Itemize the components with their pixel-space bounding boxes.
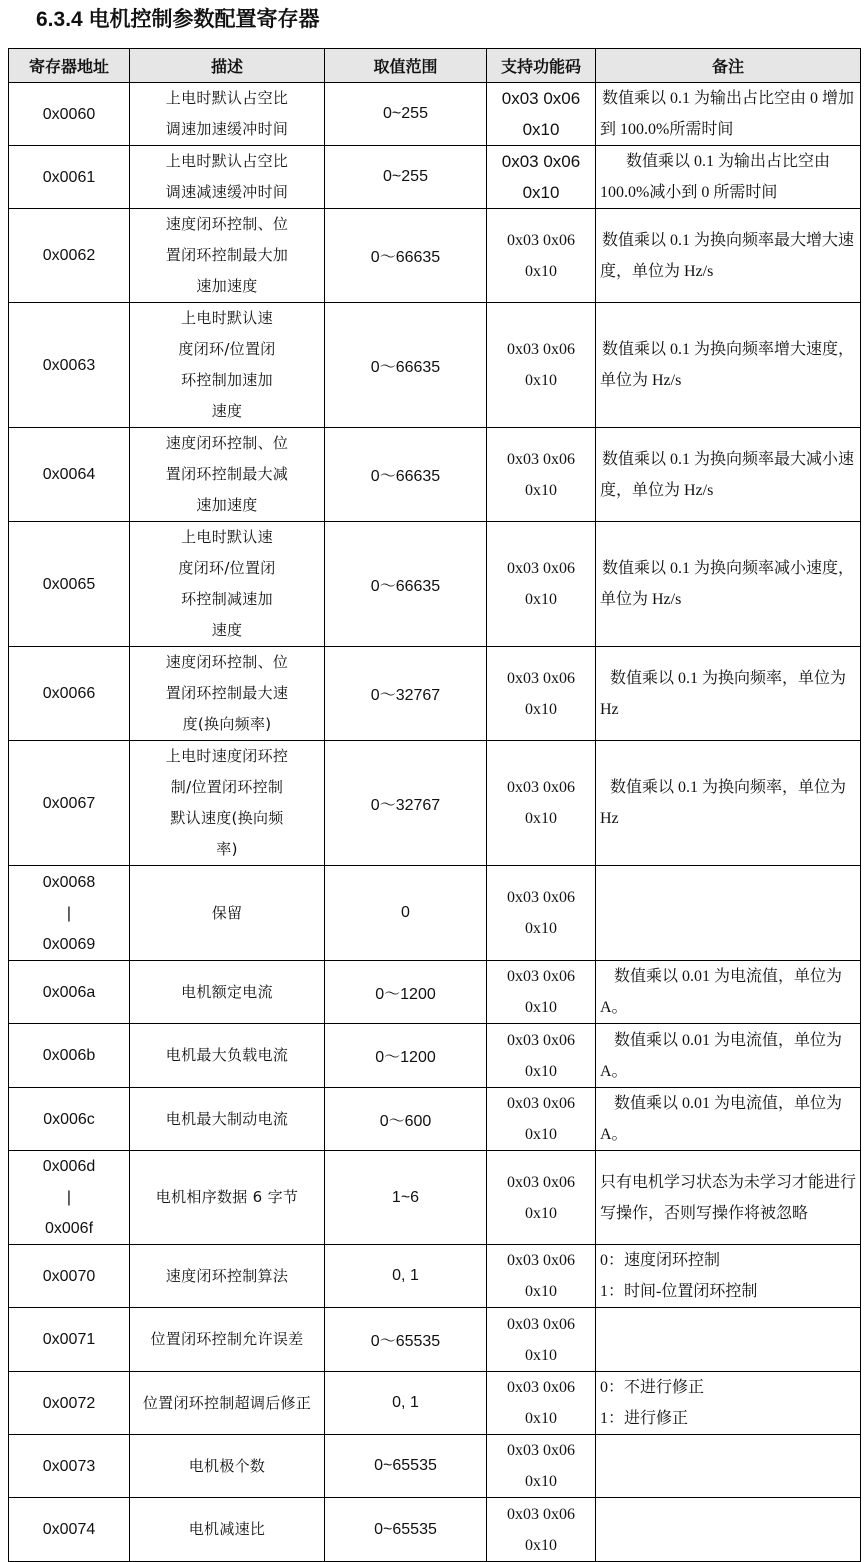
note-cell	[596, 647, 861, 741]
value-range-cell: 0～1200	[325, 961, 487, 1024]
note-cell	[596, 209, 861, 303]
table-row	[9, 83, 861, 146]
function-code-line: 0x10	[525, 700, 557, 718]
register-address-cell	[9, 146, 130, 209]
description-cell: 电机减速比	[130, 1498, 325, 1562]
register-address-cell	[9, 522, 130, 647]
note-line: 数值乘以 0.1 为换向频率，单位为 Hz	[600, 669, 846, 718]
note-cell	[596, 522, 861, 647]
register-address: 0x0070	[42, 1267, 96, 1285]
function-code-line: 0x10	[525, 372, 557, 389]
value-range-cell: 0~65535	[325, 1498, 487, 1562]
function-codes-cell	[487, 1372, 596, 1435]
description-cell: 电机最大负载电流	[130, 1024, 325, 1088]
value-range-cell: 0, 1	[325, 1245, 487, 1308]
register-address: 0x006b	[42, 1047, 96, 1064]
function-code-line: 0x10	[525, 262, 557, 280]
function-code-line: 0x10	[525, 810, 557, 827]
description-cell: 电机相序数据 6 字节	[130, 1151, 325, 1245]
function-codes-cell	[487, 303, 596, 428]
function-code-line: 0x03 0x06	[507, 1442, 575, 1459]
register-address-cell	[9, 1151, 130, 1245]
function-code-line: 0x03 0x06	[501, 152, 581, 171]
note-cell	[596, 866, 861, 961]
description-cell: 电机极个数	[130, 1435, 325, 1498]
table-row	[9, 303, 861, 428]
function-code-line: 0x03 0x06	[507, 231, 575, 249]
table-row	[9, 1372, 861, 1435]
register-address-cell	[9, 83, 130, 146]
note-line: 只有电机学习状态为未学习才能进行写操作，否则写操作将被忽略	[600, 1173, 857, 1222]
description-cell: 上电时速度闭环控制/位置闭环控制默认速度(换向频率)	[130, 741, 325, 866]
function-code-line: 0x03 0x06	[507, 968, 575, 985]
description-cell: 上电时默认占空比调速减速缓冲时间	[130, 146, 325, 209]
function-code-line: 0x10	[525, 591, 557, 608]
value-range-cell: 0～66635	[325, 303, 487, 428]
note-cell	[596, 1088, 861, 1151]
table-row	[9, 1151, 861, 1245]
function-codes-cell	[487, 1151, 596, 1245]
description-cell: 速度闭环控制、位置闭环控制最大加速加速度	[130, 209, 325, 303]
function-codes-cell	[487, 961, 596, 1024]
note-line: 1：进行修正	[600, 1410, 689, 1427]
function-codes-cell	[487, 146, 596, 209]
function-code-line: 0x03 0x06	[507, 450, 575, 468]
function-code-line: 0x03 0x06	[507, 560, 575, 577]
header-description: 描述	[130, 49, 325, 83]
register-address-cell	[9, 1435, 130, 1498]
function-code-line: 0x10	[525, 999, 557, 1016]
register-address: 0x0073	[42, 1457, 96, 1475]
table-row	[9, 1498, 861, 1562]
function-codes-cell	[487, 1498, 596, 1562]
function-code-line: 0x10	[525, 920, 557, 937]
note-cell	[596, 428, 861, 522]
function-codes-cell	[487, 866, 596, 961]
value-range-cell: 0～600	[325, 1088, 487, 1151]
table-row	[9, 209, 861, 303]
function-code-line: 0x10	[525, 1536, 557, 1554]
note-line: 数值乘以 0.1 为换向频率最大减小速度，单位为 Hz/s	[600, 450, 854, 499]
function-codes-cell	[487, 647, 596, 741]
register-address: 0x0071	[42, 1331, 96, 1348]
function-code-line: 0x10	[522, 183, 560, 202]
note-line: 数值乘以 0.1 为输出占比空由 100.0%减小到 0 所需时间	[600, 153, 830, 201]
value-range-cell: 0～66635	[325, 428, 487, 522]
description-cell: 上电时默认速度闭环/位置闭环控制减速加速度	[130, 522, 325, 647]
register-address: 0x006a	[42, 983, 96, 1001]
note-cell	[596, 961, 861, 1024]
register-address-cell	[9, 1024, 130, 1088]
register-address-cell	[9, 1372, 130, 1435]
table-row	[9, 647, 861, 741]
note-cell	[596, 741, 861, 866]
note-line: 数值乘以 0.1 为换向频率减小速度，单位为 Hz/s	[600, 560, 854, 608]
function-codes-cell	[487, 83, 596, 146]
register-address: 0x0066	[42, 685, 96, 702]
table-header-row	[9, 49, 861, 83]
function-code-line: 0x03 0x06	[507, 1252, 575, 1269]
function-codes-cell	[487, 1088, 596, 1151]
register-address-cell	[9, 303, 130, 428]
description-cell: 速度闭环控制算法	[130, 1245, 325, 1308]
description-cell: 保留	[130, 866, 325, 961]
note-cell	[596, 1435, 861, 1498]
register-address-cell	[9, 866, 130, 961]
description-cell: 电机额定电流	[130, 961, 325, 1024]
description-cell: 位置闭环控制超调后修正	[130, 1372, 325, 1435]
register-address-cell	[9, 741, 130, 866]
register-address-cell	[9, 428, 130, 522]
function-codes-cell	[487, 1435, 596, 1498]
register-address-cell	[9, 1088, 130, 1151]
value-range-cell: 0, 1	[325, 1372, 487, 1435]
header-range: 取值范围	[325, 49, 487, 83]
value-range-cell: 0～32767	[325, 647, 487, 741]
register-address: 0x0072	[42, 1394, 96, 1412]
note-cell	[596, 146, 861, 209]
function-codes-cell	[487, 741, 596, 866]
value-range-cell: 0～66635	[325, 209, 487, 303]
register-address: 0x0064	[42, 466, 96, 483]
register-address-cell	[9, 647, 130, 741]
value-range-cell: 0～66635	[325, 522, 487, 647]
register-address-cell	[9, 1498, 130, 1562]
register-address: 0x0069	[42, 935, 96, 953]
function-code-line: 0x10	[525, 1126, 557, 1143]
note-line: 数值乘以 0.01 为电流值，单位为 A。	[600, 968, 842, 1016]
note-line: 数值乘以 0.1 为输出占比空由 0 增加到 100.0%所需时间	[600, 90, 854, 138]
note-line: 0：不进行修正	[600, 1379, 705, 1396]
function-code-line: 0x03 0x06	[501, 89, 581, 108]
table-row	[9, 866, 861, 961]
function-codes-cell	[487, 209, 596, 303]
register-address: 0x0068	[42, 873, 96, 891]
register-address: 0x0062	[42, 247, 96, 264]
register-address-cell	[9, 961, 130, 1024]
header-function-codes: 支持功能码	[487, 49, 596, 83]
function-code-line: 0x03 0x06	[507, 779, 575, 796]
function-code-line: 0x10	[525, 1204, 557, 1222]
register-address-cell	[9, 1245, 130, 1308]
table-row	[9, 1088, 861, 1151]
register-address: 0x0061	[42, 168, 96, 186]
description-cell: 速度闭环控制、位置闭环控制最大速度(换向频率)	[130, 647, 325, 741]
table-row	[9, 961, 861, 1024]
table-row	[9, 146, 861, 209]
description-cell: 位置闭环控制允许误差	[130, 1308, 325, 1372]
note-line: 1：时间-位置闭环控制	[600, 1283, 758, 1300]
description-cell: 上电时默认速度闭环/位置闭环控制加速加速度	[130, 303, 325, 428]
function-codes-cell	[487, 1245, 596, 1308]
value-range-cell: 0～1200	[325, 1024, 487, 1088]
note-cell	[596, 1024, 861, 1088]
function-code-line: 0x10	[522, 120, 560, 139]
header-notes: 备注	[596, 49, 861, 83]
function-code-line: 0x03 0x06	[507, 1315, 575, 1333]
description-cell: 上电时默认占空比调速加速缓冲时间	[130, 83, 325, 146]
value-range-cell: 1~6	[325, 1151, 487, 1245]
description-cell: 电机最大制动电流	[130, 1088, 325, 1151]
table-row	[9, 1245, 861, 1308]
function-code-line: 0x03 0x06	[507, 1505, 575, 1523]
register-address: 0x0065	[42, 575, 96, 593]
note-cell	[596, 1245, 861, 1308]
register-address: 0x006f	[44, 1220, 94, 1237]
function-codes-cell	[487, 522, 596, 647]
function-code-line: 0x03 0x06	[507, 1379, 575, 1396]
function-code-line: 0x10	[525, 1473, 557, 1490]
register-address: 0x006d	[42, 1158, 96, 1175]
note-cell	[596, 1498, 861, 1562]
note-line: 数值乘以 0.1 为换向频率，单位为 Hz	[600, 779, 846, 827]
note-line: 数值乘以 0.01 为电流值，单位为 A。	[600, 1031, 842, 1080]
table-row	[9, 1435, 861, 1498]
note-cell	[596, 1372, 861, 1435]
description-cell: 速度闭环控制、位置闭环控制最大减速加速度	[130, 428, 325, 522]
register-address: 0x006c	[43, 1110, 95, 1128]
table-body	[9, 83, 861, 1562]
register-address: 0x0060	[42, 105, 96, 123]
register-address: 0x0063	[42, 356, 96, 374]
table-row	[9, 522, 861, 647]
note-cell	[596, 1308, 861, 1372]
value-range-cell: 0	[325, 866, 487, 961]
value-range-cell: 0～65535	[325, 1308, 487, 1372]
table-row	[9, 428, 861, 522]
section-title: 6.3.4 电机控制参数配置寄存器	[36, 8, 320, 31]
register-address-cell	[9, 209, 130, 303]
value-range-cell: 0~65535	[325, 1435, 487, 1498]
function-code-line: 0x10	[525, 1283, 557, 1300]
table-row	[9, 1024, 861, 1088]
function-code-line: 0x03 0x06	[507, 1031, 575, 1049]
function-code-line: 0x03 0x06	[507, 1095, 575, 1112]
register-table	[8, 48, 861, 1562]
register-address-cell	[9, 1308, 130, 1372]
register-address: |	[66, 904, 72, 922]
value-range-cell: 0~255	[325, 83, 487, 146]
note-line: 数值乘以 0.01 为电流值，单位为 A。	[600, 1095, 842, 1143]
function-code-line: 0x10	[525, 1346, 557, 1364]
function-codes-cell	[487, 1024, 596, 1088]
function-code-line: 0x03 0x06	[507, 341, 575, 358]
function-code-line: 0x10	[525, 1062, 557, 1080]
function-code-line: 0x03 0x06	[507, 889, 575, 906]
note-cell	[596, 303, 861, 428]
note-line: 数值乘以 0.1 为换向频率最大增大速度，单位为 Hz/s	[600, 231, 854, 280]
function-codes-cell	[487, 428, 596, 522]
register-address: 0x0067	[42, 794, 96, 812]
value-range-cell: 0～32767	[325, 741, 487, 866]
register-address: 0x0074	[42, 1521, 96, 1538]
note-cell	[596, 83, 861, 146]
function-code-line: 0x03 0x06	[507, 1173, 575, 1191]
table-row	[9, 741, 861, 866]
function-code-line: 0x03 0x06	[507, 669, 575, 687]
note-line: 数值乘以 0.1 为换向频率增大速度，单位为 Hz/s	[600, 341, 854, 389]
header-address: 寄存器地址	[9, 49, 130, 83]
value-range-cell: 0~255	[325, 146, 487, 209]
function-code-line: 0x10	[525, 1410, 557, 1427]
function-codes-cell	[487, 1308, 596, 1372]
table-row	[9, 1308, 861, 1372]
register-address: |	[66, 1189, 72, 1206]
note-cell	[596, 1151, 861, 1245]
note-line: 0：速度闭环控制	[600, 1252, 721, 1269]
function-code-line: 0x10	[525, 481, 557, 499]
